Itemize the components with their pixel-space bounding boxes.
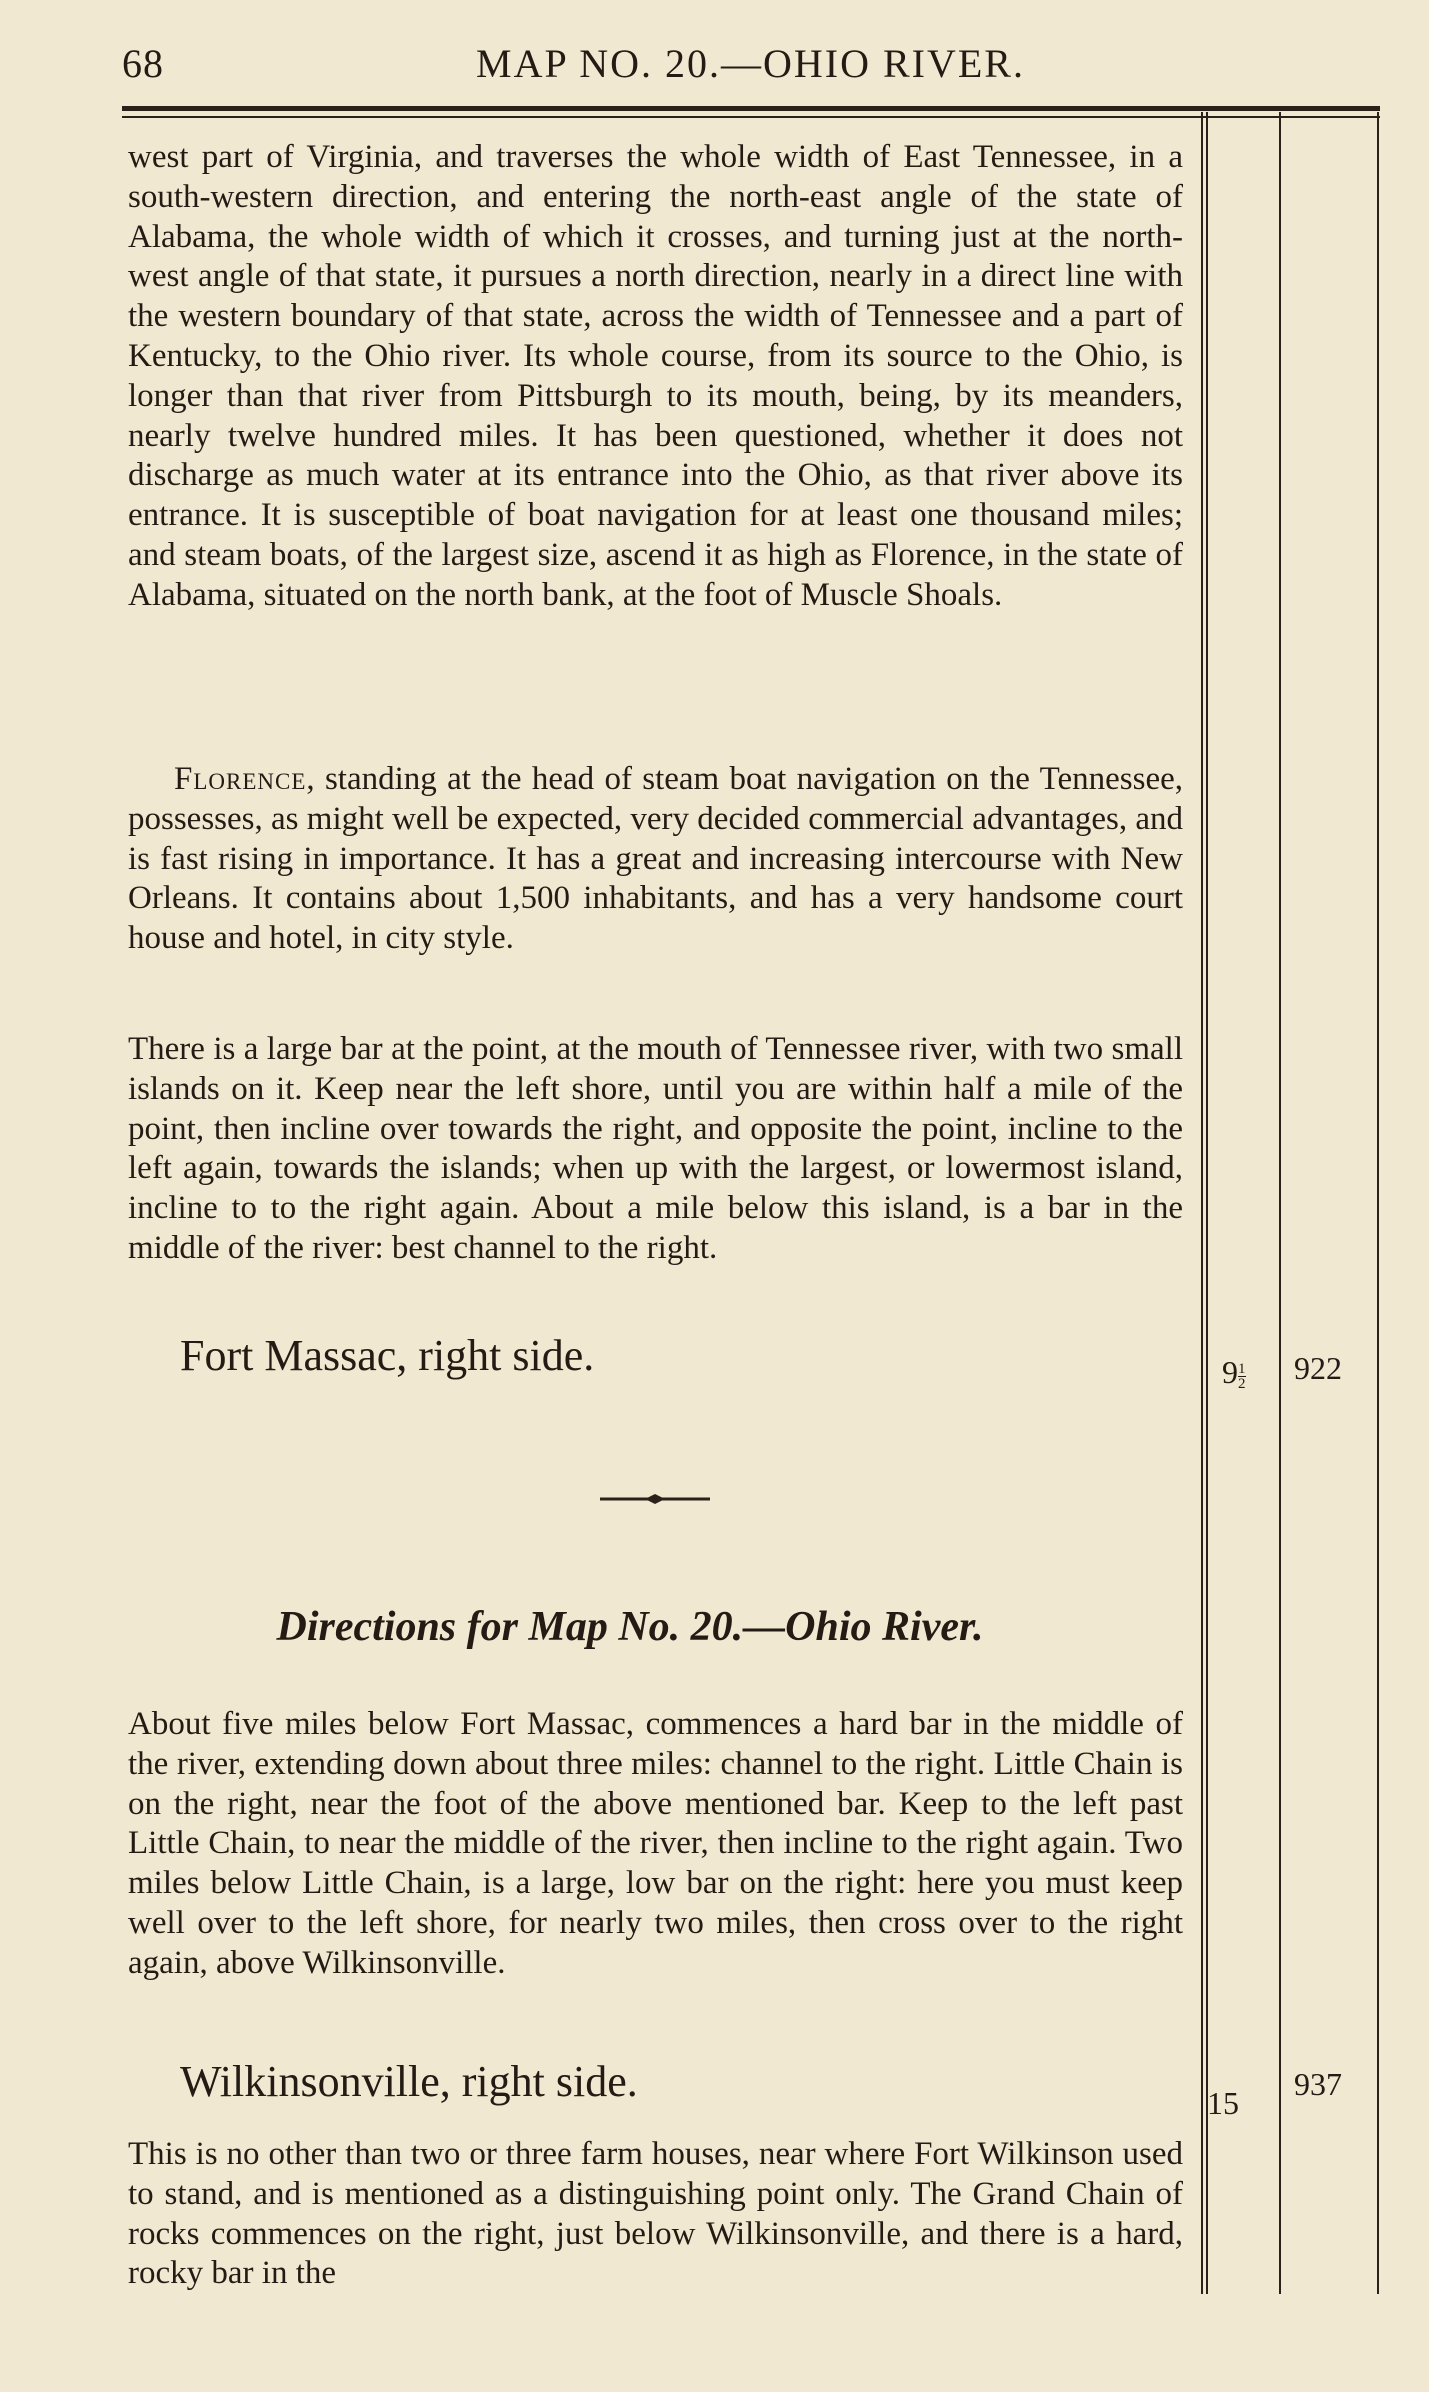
header-rule-thick <box>122 106 1380 111</box>
column-rule <box>1201 112 1203 2294</box>
tennessee-river-paragraph <box>128 138 1183 616</box>
page-number: 68 <box>122 41 164 86</box>
fort-massac-total: 922 <box>1294 1350 1342 1386</box>
directions-paragraph <box>128 1705 1183 1984</box>
paragraph-text: There is a large bar at the point, at the mouth of Tennessee river, with two small islands on it. Keep near the left shore, until you are within half a mile of the point, then incline over towards the right, and opposite the point, incline to the left again, towards the islands; when up with the largest, or lowermost island, incline to to the right again. About a mile below this island, is a bar in the middle of the river: best channel to the right. <box>128 1031 1183 1266</box>
tennessee-mouth-paragraph <box>128 1030 1183 1269</box>
fraction-numerator: 1 <box>1238 1360 1246 1377</box>
distance-fraction <box>1238 1362 1246 1391</box>
header-rule-thin <box>122 116 1380 118</box>
florence-text: , standing at the head of steam boat navigation on the Tennessee, possesses, as might well be expected, very decided commercial advantages, and is fast rising in importance. It has a great and increasing intercourse with New Orleans. It contains about 1,500 inhabitants, and has a very handsome court house and hotel, in city style. <box>128 761 1183 957</box>
ornament-rule <box>600 1493 710 1505</box>
page-header <box>0 32 1429 86</box>
fort-massac-distance <box>1222 1354 1246 1391</box>
wilkinsonville-distance: 15 <box>1207 2085 1239 2121</box>
paragraph-text: About five miles below Fort Massac, commences a hard bar in the middle of the river, extending down about three miles: channel to the right. Little Chain is on the right, near the foot of the above mentioned bar. Keep to the left past Little Chain, to near the middle of the river, then incline to the right again. Two miles below Little Chain, is a large, low bar on the right: here you must keep well over to the left shore, for nearly two miles, then cross over to the right again, above Wilkinsonville. <box>128 1706 1183 1981</box>
wilkinsonville-paragraph <box>128 2135 1183 2294</box>
wilkinsonville-total: 937 <box>1294 2066 1342 2102</box>
section-heading: Directions for Map No. 20.—Ohio River. <box>276 1604 984 1650</box>
distance-whole: 9 <box>1222 1354 1238 1390</box>
paragraph-text: west part of Virginia, and traverses the whole width of East Tennessee, in a south-western direction, and entering the north-east angle of the state of Alabama, the whole width of which it crosses, and turning just at the north-west angle of that state, it pursues a north direction, nearly in a direct line with the western boundary of that state, across the width of Tennessee and a part of Kentucky, to the Ohio river. Its whole course, from its source to the Ohio, is longer than that river from Pittsburgh to its mouth, being, by its meanders, nearly twelve hundred miles. It has been questioned, whether it does not discharge as much water at its entrance into the Ohio, as that river above its entrance. It is susceptible of boat navigation for at least one thousand miles; and steam boats, of the largest size, ascend it as high as Florence, in the state of Alabama, situated on the north bank, at the foot of Muscle Shoals. <box>128 139 1183 613</box>
paragraph-text <box>128 760 1183 959</box>
florence-paragraph <box>128 760 1183 959</box>
place-heading-fort-massac: Fort Massac, right side. <box>180 1331 595 1380</box>
column-rule <box>1377 112 1379 2294</box>
fraction-denominator: 2 <box>1238 1375 1246 1392</box>
column-rule <box>1206 112 1208 2294</box>
florence-lead: Florence <box>174 761 307 797</box>
place-heading-wilkinsonville: Wilkinsonville, right side. <box>180 2057 638 2106</box>
running-title: MAP NO. 20.—OHIO RIVER. <box>476 41 1025 86</box>
paragraph-text: This is no other than two or three farm houses, near where Fort Wilkinson used to stand, and is mentioned as a distinguishing point only. The Grand Chain of rocks commences on the right, just below Wilkinsonville, and there is a hard, rocky bar in the <box>128 2136 1183 2292</box>
column-rule <box>1279 112 1281 2294</box>
